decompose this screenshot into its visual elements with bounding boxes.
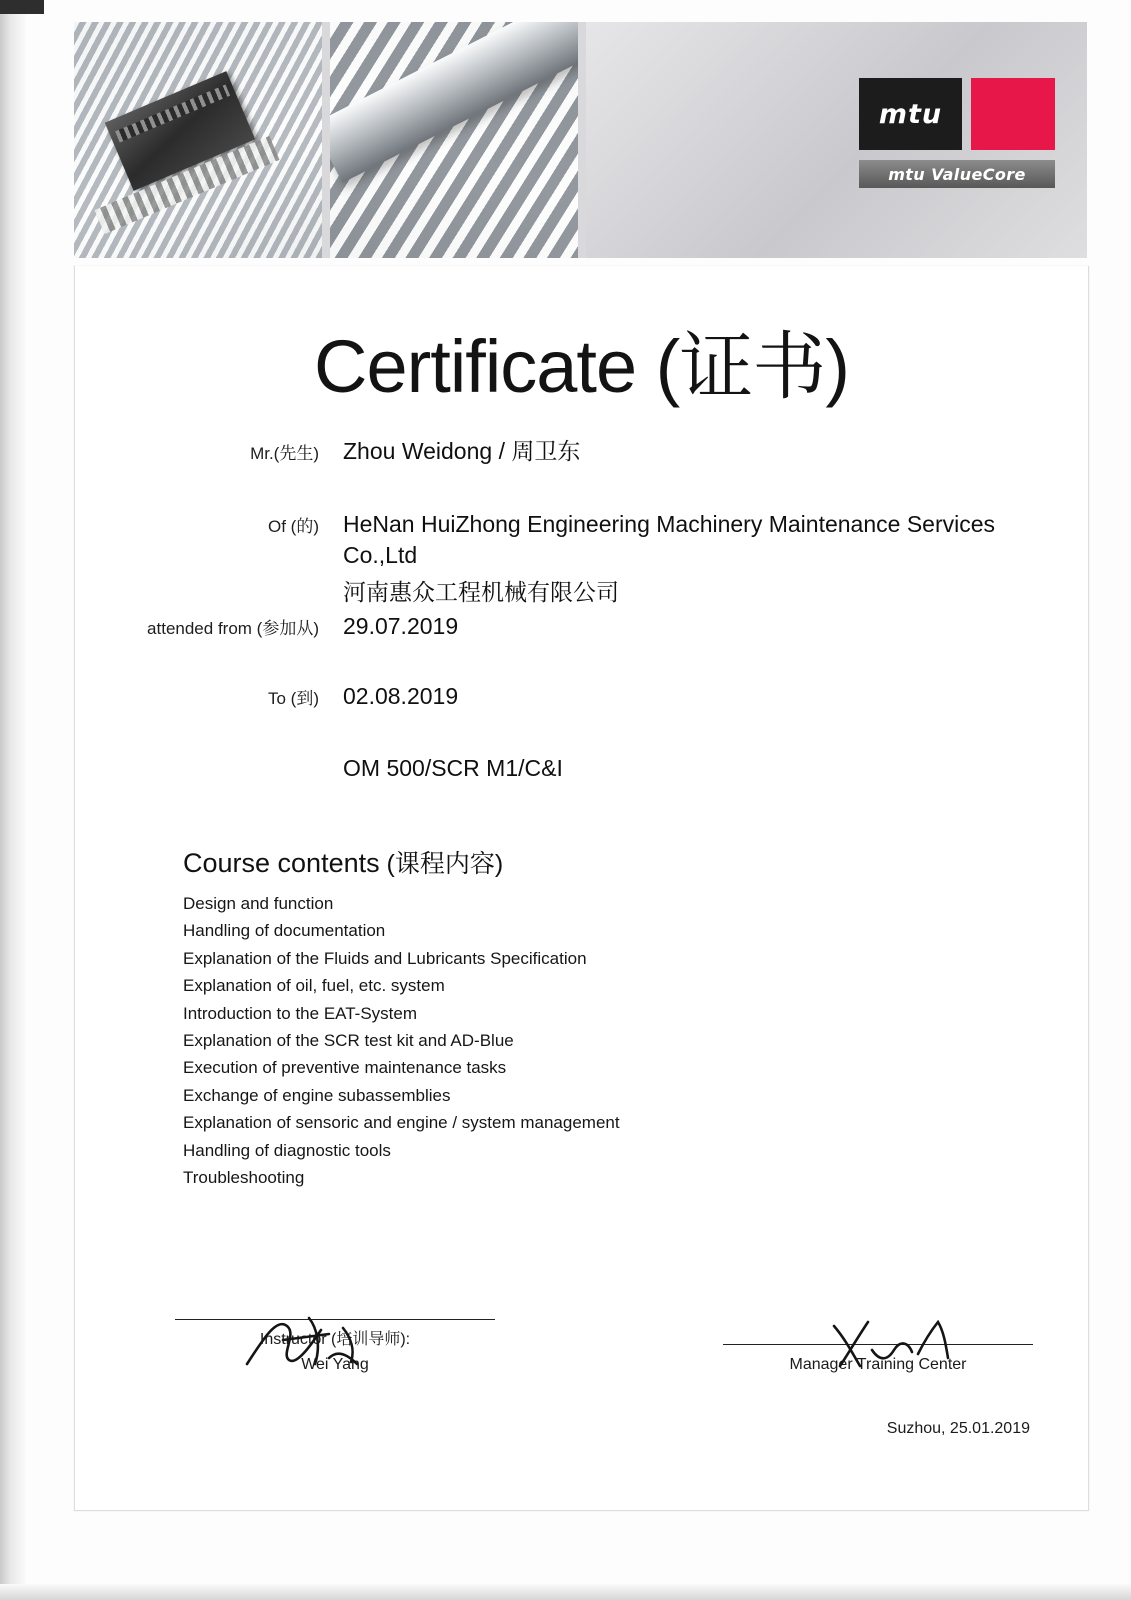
list-item: Troubleshooting — [183, 1168, 305, 1188]
field-name — [115, 436, 580, 467]
list-item: Design and function — [183, 894, 334, 913]
valuecore-tagline-bar — [859, 160, 1055, 188]
engine-texture — [330, 22, 578, 258]
banner-image-engine — [330, 22, 578, 258]
scan-edge-bottom — [0, 1584, 1131, 1600]
signature-line — [175, 1318, 495, 1320]
field-course-code — [115, 753, 563, 784]
banner-image-circuit-board — [74, 22, 322, 258]
header-banner — [74, 22, 1087, 258]
field-name-value: Zhou Weidong / 周卫东 — [343, 438, 581, 464]
field-name-label: Mr.(先生) — [250, 444, 319, 463]
course-contents-list — [183, 890, 923, 1191]
field-attended-from-value: 29.07.2019 — [343, 613, 459, 639]
scan-corner-mark — [0, 0, 44, 14]
list-item: Handling of documentation — [183, 921, 386, 941]
list-item: Explanation of the Fluids and Lubricants Specification — [183, 948, 587, 968]
signature-line — [723, 1343, 1033, 1345]
signature-instructor-role: Instructor (培训导师): — [259, 1331, 411, 1349]
field-attended-to — [115, 681, 458, 712]
brand-accent-square — [971, 78, 1055, 150]
brand-logo — [859, 78, 1055, 188]
signature-manager-caption — [723, 1353, 1033, 1378]
list-item: Explanation of oil, fuel, etc. system — [183, 976, 445, 996]
course-contents-heading — [183, 844, 503, 880]
signature-manager — [723, 1343, 1033, 1378]
field-company-value-chinese: 河南惠众工程机械有限公司 — [343, 579, 619, 606]
field-company-label: Of (的) — [268, 517, 319, 536]
course-contents-heading-text: Course contents — [183, 848, 380, 878]
list-item: Exchange of engine subassemblies — [183, 1085, 451, 1105]
page-title: Certificate (证书) — [314, 325, 849, 408]
list-item: Handling of diagnostic tools — [183, 1140, 391, 1160]
valuecore-tagline-text: mtu ValueCore — [888, 164, 1026, 184]
mtu-logo-block — [859, 78, 962, 150]
field-company-value: HeNan HuiZhong Engineering Machinery Maintenance Services Co.,Ltd — [343, 511, 996, 569]
signature-instructor — [175, 1318, 495, 1378]
logo-row — [859, 78, 1055, 150]
field-course-code-value: OM 500/SCR M1/C&I — [343, 755, 563, 781]
list-item: Explanation of the SCR test kit and AD-Blue — [183, 1031, 514, 1051]
field-attended-to-value: 02.08.2019 — [343, 683, 459, 709]
banner-image-brand-panel — [586, 22, 1087, 258]
signature-instructor-caption — [175, 1328, 495, 1378]
certificate-body — [74, 266, 1089, 1511]
field-attended-from-label: attended from (参加从) — [147, 619, 319, 638]
place-and-date: Suzhou, 25.01.2019 — [886, 1420, 1030, 1437]
course-contents-heading-chinese: (课程内容) — [379, 850, 504, 878]
field-company — [115, 509, 1043, 608]
field-company-value-wrap — [343, 509, 1043, 608]
scan-edge-left — [0, 0, 26, 1600]
signature-manager-role: Manager Training Center — [789, 1356, 967, 1374]
signature-instructor-name: Wei Yang — [301, 1356, 369, 1374]
field-attended-from — [115, 611, 458, 642]
list-item: Introduction to the EAT-System — [183, 1003, 418, 1023]
field-attended-to-label: To (到) — [268, 689, 319, 708]
list-item: Execution of preventive maintenance tasks — [183, 1058, 507, 1078]
list-item: Explanation of sensoric and engine / system management — [183, 1113, 620, 1133]
mtu-logo-text: mtu — [878, 98, 943, 130]
